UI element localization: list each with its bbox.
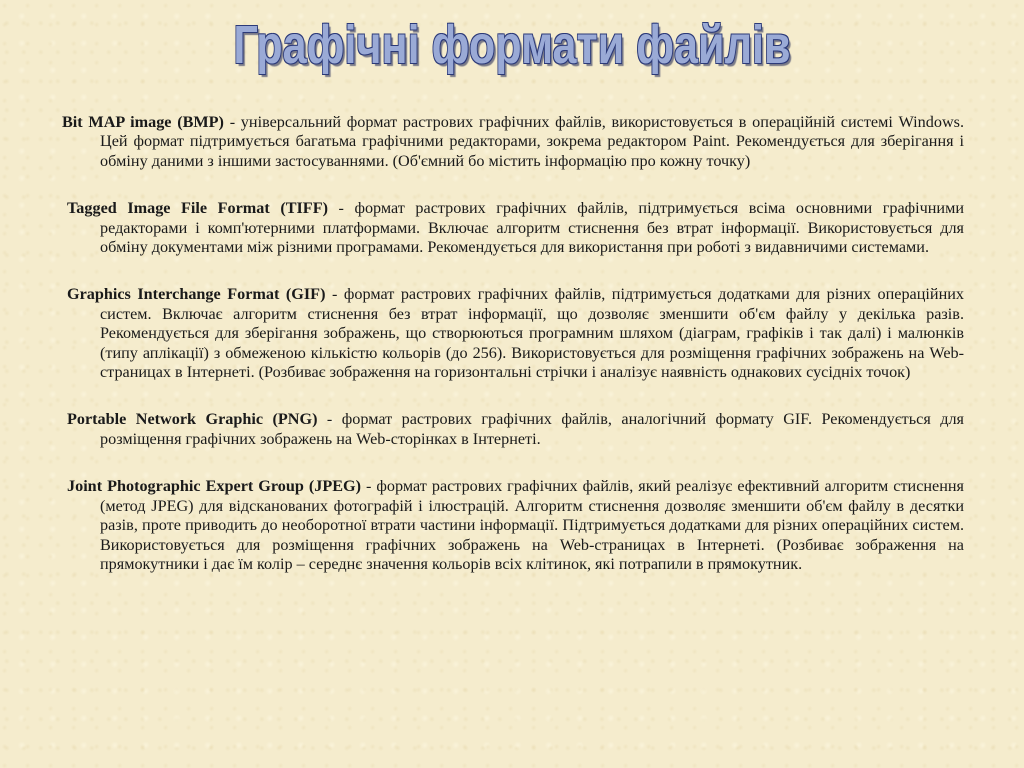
format-list [62,113,964,602]
format-description: - формат растрових графічних файлів, аналогічний формату GIF. Рекомендується для розміщення графічних зображень на Web-сторінках в Інтернеті. [100,410,964,448]
format-description: - формат растрових графічних файлів, який реалізує ефективний алгоритм стиснення (метод JPEG) для відсканованих фотографій і ілюстрацій. Алгоритм стиснення дозволяє зменшити об'єм файлу в десятки разів, проте приводить до необоротної втрати частини інформації. Підтримується додатками для різних операційних систем. Використовується для розміщення графічних зображень на Web-страницах в Інтернеті. (Розбиває зображення на прямокутники і дає їм колір – середнє значення кольорів всіх клітинок, які потрапили в прямокутник. [100,477,965,573]
format-description: - формат растрових графічних файлів, підтримується додатками для різних операційних систем. Включає алгоритм стиснення без втрат інформації, що дозволяє зменшити об'єм файлу у декілька разів. Рекомендується для зберігання зображень, що створюються програмним шляхом (діаграм, графіків і так далі) і малюнків (типу аплікації) з обмеженою кількістю кольорів (до 256). Використовується для розміщення графічних зображень на Web-страницах в Інтернеті. (Розбиває зображення на горизонтальні стрічки і аналізує наявність однакових сусідніх точок) [100,285,964,382]
format-entry-jpeg [67,477,964,574]
format-term: Portable Network Graphic (PNG) [67,410,318,429]
format-term: Bit MAP image (BMP) [62,113,224,131]
format-term: Joint Photographic Expert Group (JPEG) [67,477,362,496]
format-term: Graphics Interchange Format (GIF) [67,285,326,304]
format-description: - формат растрових графічних файлів, підтримується всіма основними графічними редакторами і комп'ютерними платформами. Включає алгоритм стиснення без втрат інформації. Використовується для обміну документами між різними програмами. Рекомендується для використання при роботі з видавничими системами. [100,199,965,257]
format-entry-gif [67,285,964,382]
format-description: - універсальний формат растрових графічних файлів, використовується в операційній системі Windows. Цей формат підтримується багатьма графічними редакторами, зокрема редактором Paint. Рекомендується для зберігання і обміну даними з іншими застосуваннями. (Об'ємний бо містить інформацію про кожну точку) [100,113,964,170]
format-entry-bmp [62,113,964,171]
format-entry-png [67,410,964,449]
slide-title: Графічні формати файлів [233,15,791,75]
format-entry-tiff [67,199,964,257]
format-term: Tagged Image File Format (TIFF) [67,199,328,218]
